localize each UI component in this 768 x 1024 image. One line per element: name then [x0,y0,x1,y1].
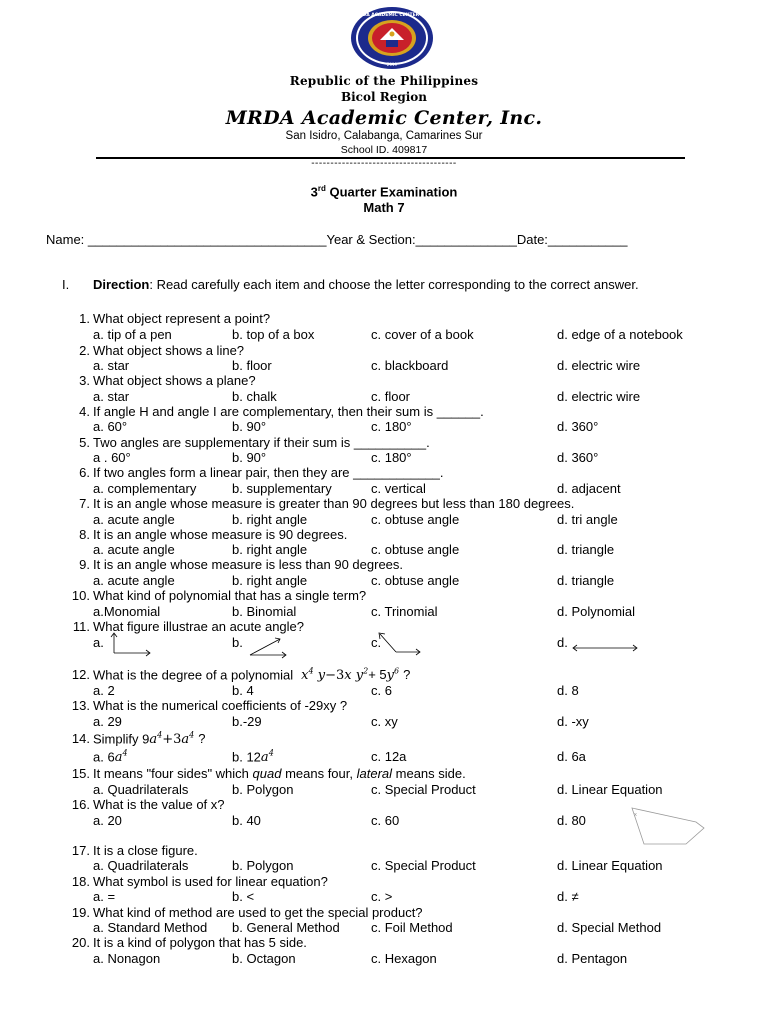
choice-b[interactable]: b. right angle [232,573,308,588]
choice-c[interactable]: c. Foil Method [371,920,453,935]
question-16 [62,797,225,812]
question-text-part: It means "four sides" which [93,766,253,781]
choice-b[interactable]: b. chalk [232,389,277,404]
question-text: What object shows a plane? [93,373,256,388]
question-number: 7. [79,496,90,511]
choice-d[interactable]: d. Linear Equation [557,858,663,873]
question-number: 2. [79,343,90,358]
question-text-part: quad [252,766,282,781]
question-text: What is the degree of a polynomial [93,667,294,683]
question-text: Simplify 9 [93,731,150,747]
choice-d[interactable]: d. Special Method [557,920,662,935]
choice-c[interactable]: c. obtuse angle [371,542,460,557]
choice-b[interactable]: b. Binomial [232,604,297,619]
choice-d[interactable]: d. 360° [557,450,599,465]
choice-c[interactable]: c. > [371,889,393,904]
choice-d[interactable]: d. ≠ [557,889,579,904]
question-end: ? [403,667,411,683]
choice-c[interactable]: c. 60 [371,813,400,828]
choice-a[interactable]: a. [93,635,104,650]
question-text-part: means four, [281,766,357,781]
school-address: San Isidro, Calabanga, Camarines Sur [285,130,483,142]
choice-a[interactable]: a. Quadrilaterals [93,782,189,797]
question-8 [62,527,347,542]
question-text: It is a close figure. [93,843,198,858]
choice-a[interactable]: a. Nonagon [93,951,161,966]
question-11 [62,619,304,634]
choice-d[interactable]: d. edge of a notebook [557,327,683,342]
question-text: If angle H and angle I are complementary, then their sum is ______. [93,404,484,419]
choice-c[interactable]: c. [371,635,382,650]
choice-a[interactable]: a. Standard Method [93,920,208,935]
choice-c[interactable]: c. blackboard [371,358,449,373]
choice-a[interactable]: a.Monomial [93,604,161,619]
seal-year: 2019 [386,62,398,67]
school-name: MRDA Academic Center, Inc. [225,107,543,129]
choice-b[interactable]: b. 40 [232,813,261,828]
header-dashes: -------------------------------------- [311,158,457,169]
choice-d[interactable]: d. triangle [557,542,615,557]
question-text: What figure illustrae an acute angle? [93,619,305,634]
choice-b[interactable]: b. supplementary [232,481,332,496]
question-number: 16. [71,797,90,812]
question-number: 11. [72,619,90,634]
choice-c[interactable]: c. 180° [371,419,412,434]
choice-a[interactable]: a. star [93,358,130,373]
question-number: 18. [71,874,90,889]
question-text: What kind of method are used to get the special product? [93,905,423,920]
polynomial-expression: $x^4$ y−3x $y^2+ 5y^6$ [301,667,400,684]
choice-a[interactable]: a. Quadrilaterals [93,858,189,873]
choice-c[interactable]: c. floor [371,389,411,404]
region-line: Bicol Region [340,90,428,104]
question-text: If two angles form a linear pair, then they are ____________. [93,465,444,480]
question-text: It is an angle whose measure is 90 degrees. [93,527,348,542]
republic-line: Republic of the Philippines [289,74,479,88]
question-13 [62,698,347,713]
question-text: What symbol is used for linear equation? [93,874,328,889]
question-text: What kind of polynomial that has a single term? [93,588,367,603]
choice-c[interactable]: c. Trinomial [371,604,438,619]
choice-a[interactable]: a. $6a^4$ [93,749,128,766]
figure-q11-a [106,631,152,657]
choice-b[interactable]: b. 4 [232,683,254,698]
exam-subject: Math 7 [363,200,405,215]
svg-text:x: x [634,812,637,818]
question-number: 14. [71,731,90,747]
question-number: 8. [79,527,90,542]
question-number: 17. [71,843,90,858]
choice-d[interactable]: d. Pentagon [557,951,628,966]
choice-a[interactable]: a. star [93,389,130,404]
question-4 [62,404,484,419]
choice-b[interactable]: b. 90° [232,419,267,434]
choice-c[interactable]: c. cover of a book [371,327,474,342]
choice-c[interactable]: c. 180° [371,450,412,465]
question-7 [62,496,574,511]
choice-c[interactable]: c. Special Product [371,782,476,797]
figure-q11-c [376,628,422,656]
choice-a[interactable]: a. 60° [93,419,128,434]
choice-a[interactable]: a. acute angle [93,512,175,527]
question-number: 3. [79,373,90,388]
choice-d[interactable]: d. Linear Equation [557,782,663,797]
student-info-line[interactable]: Name: _________________________________Year & Section:______________Date:___________ [46,232,628,247]
choice-d[interactable]: d. electric wire [557,358,641,373]
school-seal-logo [350,6,434,70]
question-19 [62,905,423,920]
figure-q16-polygon [624,800,710,850]
question-number: 6. [79,465,90,480]
choice-c[interactable]: c. obtuse angle [371,512,460,527]
question-5 [62,435,430,450]
choice-d[interactable]: d. [557,635,568,650]
choice-b[interactable]: b. right angle [232,512,308,527]
figure-q11-d [570,640,640,656]
choice-d[interactable]: d. Polynomial [557,604,636,619]
choice-c[interactable]: c. 12a [371,749,407,764]
choice-d[interactable]: d. electric wire [557,389,641,404]
choice-b[interactable]: b. top of a box [232,327,315,342]
question-number: 5. [79,435,90,450]
exam-title: 3rd Quarter Examination [310,184,458,200]
question-text: What is the value of x? [93,797,225,812]
question-number: 19. [71,905,90,920]
question-text-part: lateral [356,766,393,781]
choice-d[interactable]: d. triangle [557,573,615,588]
choice-b[interactable]: b. General Method [232,920,340,935]
choice-a[interactable]: a . 60° [93,450,131,465]
choice-d[interactable]: d. 8 [557,683,579,698]
question-17 [62,843,198,858]
choice-a[interactable]: a. 20 [93,813,122,828]
choice-b[interactable]: b.-29 [232,714,262,729]
question-6 [62,465,444,480]
question-text: It is an angle whose measure is greater than 90 degrees but less than 180 degrees. [93,496,575,511]
figure-q11-b [242,633,288,659]
question-number: 20. [71,935,90,950]
choice-c[interactable]: c. obtuse angle [371,573,460,588]
question-number: 9. [79,557,90,572]
question-number: 10. [71,588,90,603]
choice-c[interactable]: c. Hexagon [371,951,437,966]
choice-b[interactable]: b. Polygon [232,782,294,797]
choice-c[interactable]: c. 6 [371,683,392,698]
question-text-part: means side. [392,766,466,781]
question-text: What is the numerical coefficients of -29xy ? [93,698,348,713]
question-10 [62,588,366,603]
question-18 [62,874,328,889]
question-9 [62,557,403,572]
question-3 [62,373,256,388]
choice-c[interactable]: c. xy [371,714,398,729]
choice-d[interactable]: d. tri angle [557,512,618,527]
question-number: 4. [79,404,90,419]
school-id: School ID. 409817 [340,144,428,156]
choice-a[interactable]: a. tip of a pen [93,327,172,342]
question-text: What object represent a point? [93,311,271,326]
choice-b[interactable]: b. $12a^4$ [232,749,274,766]
choice-b[interactable]: b. 90° [232,450,267,465]
question-text: Two angles are supplementary if their sum is __________. [93,435,430,450]
seal-text: MRDA ACADEMIC CENTER INC [354,13,430,18]
choice-d[interactable]: d. 80 [557,813,586,828]
question-2 [62,343,244,358]
question-number: 12. [71,667,90,683]
question-1 [62,311,270,326]
choice-b[interactable]: b. < [232,889,255,904]
choice-a[interactable]: a. complementary [93,481,197,496]
choice-d[interactable]: d. 6a [557,749,586,764]
choice-a[interactable]: a. acute angle [93,573,175,588]
simplify-expression: $a^4+3a^4$ [149,731,195,748]
question-text: It is an angle whose measure is less than 90 degrees. [93,557,404,572]
choice-d[interactable]: d. -xy [557,714,589,729]
choice-a[interactable]: a. 2 [93,683,115,698]
choice-b[interactable]: b. [232,635,243,650]
choice-a[interactable]: a. 29 [93,714,122,729]
question-end: ? [198,731,206,747]
question-text: What object shows a line? [93,343,245,358]
choice-a[interactable]: a. = [93,889,116,904]
question-text: It is a kind of polygon that has 5 side. [93,935,307,950]
question-15 [62,766,466,781]
question-number: 15. [71,766,90,781]
question-number: 1. [79,311,90,326]
choice-d[interactable]: d. adjacent [557,481,621,496]
question-20 [62,935,307,950]
choice-c[interactable]: c. vertical [371,481,426,496]
choice-b[interactable]: b. floor [232,358,272,373]
choice-b[interactable]: b. right angle [232,542,308,557]
choice-a[interactable]: a. acute angle [93,542,175,557]
question-number: 13. [71,698,90,713]
choice-c[interactable]: c. Special Product [371,858,476,873]
choice-d[interactable]: d. 360° [557,419,599,434]
question-12 [62,667,410,683]
choice-b[interactable]: b. Polygon [232,858,294,873]
direction-line: I. Direction: Read carefully each item and choose the letter corresponding to the correct answer. [62,277,639,292]
question-14 [62,731,205,747]
choice-b[interactable]: b. Octagon [232,951,296,966]
